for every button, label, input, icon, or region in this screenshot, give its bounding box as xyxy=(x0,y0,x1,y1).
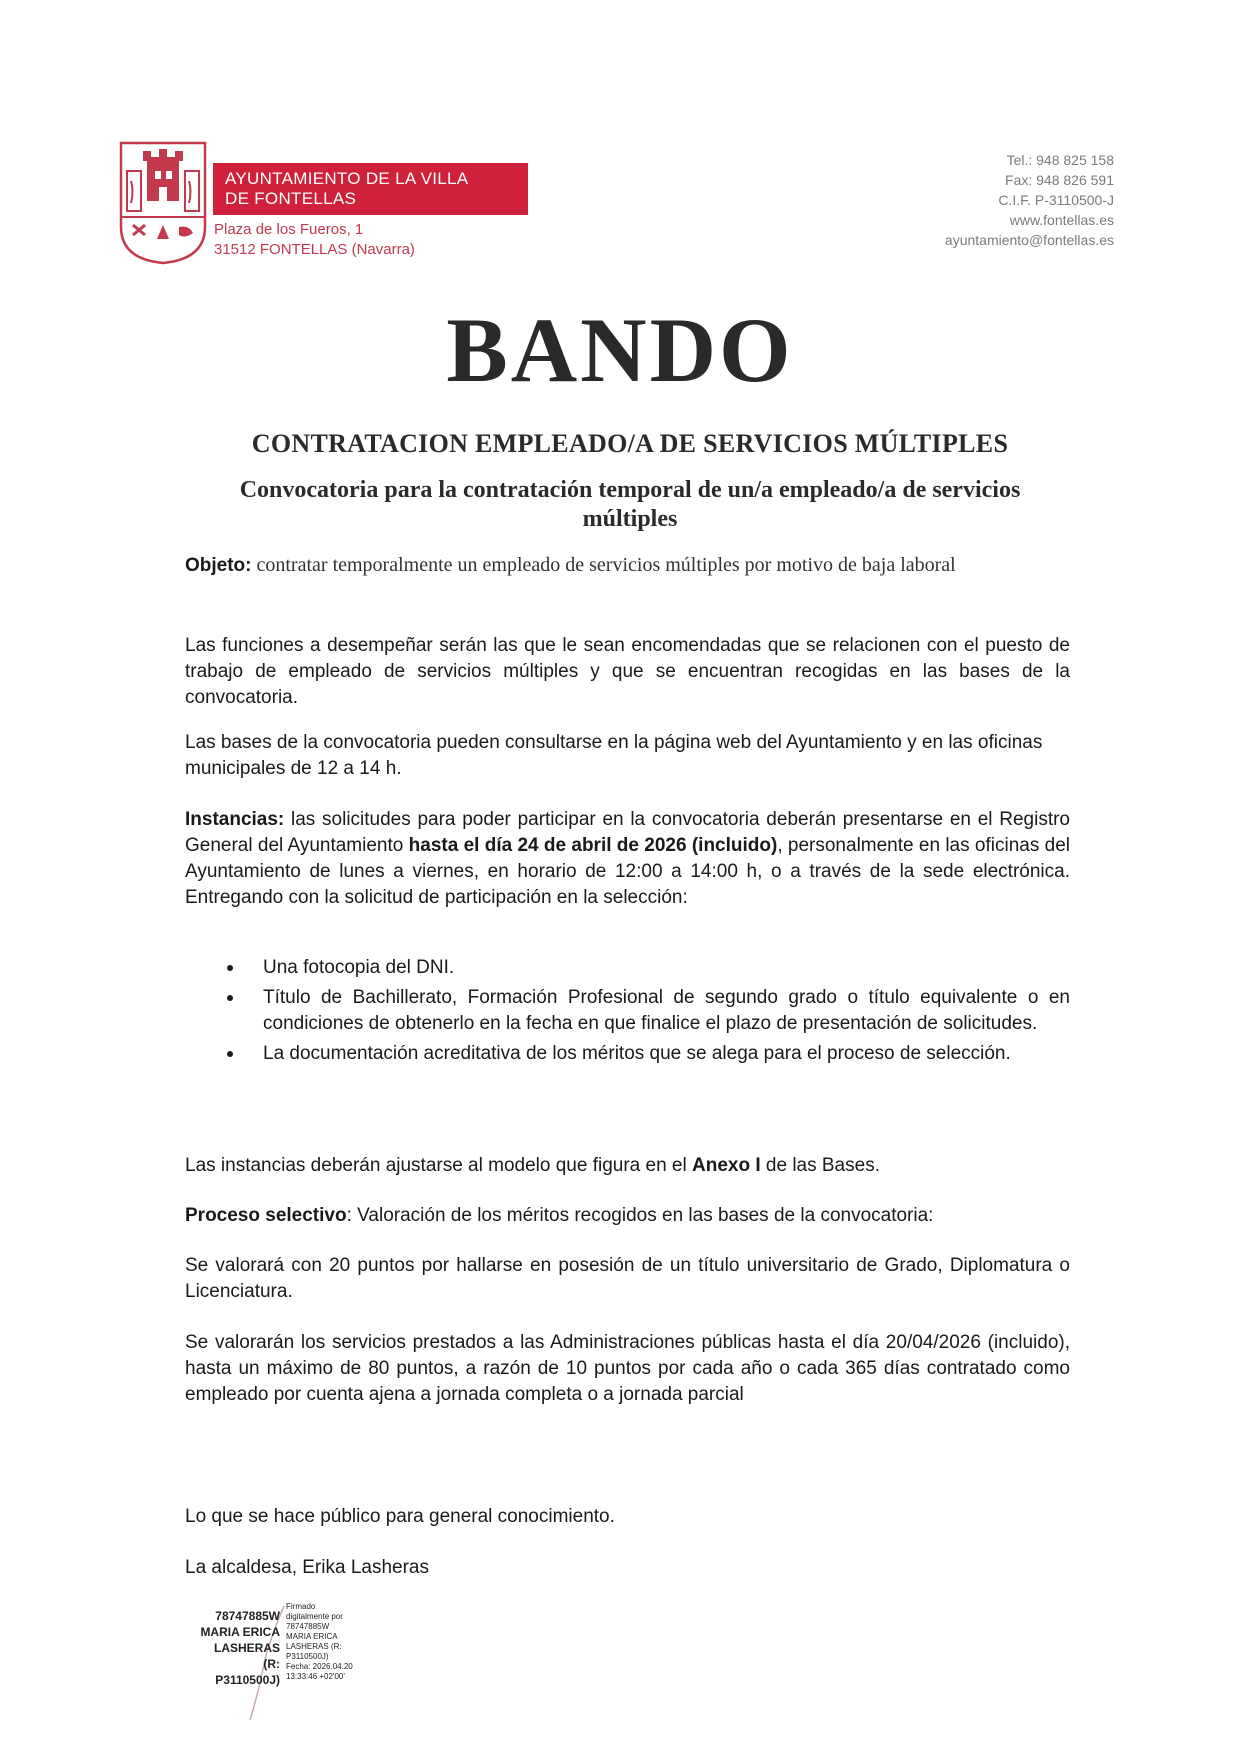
bullet-icon xyxy=(227,995,233,1001)
banner-line-1: AYUNTAMIENTO DE LA VILLA xyxy=(225,169,469,188)
website: www.fontellas.es xyxy=(1009,212,1114,228)
list-item xyxy=(185,1041,1070,1067)
funciones-paragraph: Las funciones a desempeñar serán las que le sean encomendadas que se relacionen con el puesto de trabajo de empleado de servicios múltiples y que se encuentran recogidas en las bases de la convocatoria. xyxy=(185,635,1070,708)
signature-details xyxy=(286,1602,353,1682)
signature-left-line: MARIA ERICA xyxy=(200,1625,280,1639)
proceso-text: : Valoración de los méritos recogidos en las bases de la convocatoria: xyxy=(346,1205,934,1226)
objeto-paragraph xyxy=(185,552,1070,579)
document-title: BANDO xyxy=(446,299,794,401)
signature-left-line: P3110500J) xyxy=(215,1673,280,1687)
instancias-text-1: las solicitudes para poder participar en la convocatoria deberán presentarse en el Registro General del Ayuntamiento xyxy=(185,809,1070,856)
institution-address xyxy=(214,220,415,260)
valoracion-1-paragraph: Se valorará con 20 puntos por hallarse en posesión de un título universitario de Grado, Diplomatura o Licenciatura. xyxy=(185,1255,1070,1302)
signature-right-line: MARIA ERICA xyxy=(286,1632,338,1641)
instancias-paragraph xyxy=(185,807,1070,911)
signature-right-line: Fecha: 2026.04.20 xyxy=(286,1662,353,1671)
firma-text: La alcaldesa, Erika Lasheras xyxy=(185,1557,429,1578)
anexo-bold: Anexo I xyxy=(692,1155,761,1176)
bullet-icon xyxy=(227,1051,233,1057)
signature-signer xyxy=(192,1608,280,1688)
bullet-icon xyxy=(227,965,233,971)
digital-signature xyxy=(192,1602,367,1720)
castle-crest-icon xyxy=(119,141,207,265)
instancias-deadline: hasta el día 24 de abril de 2026 (incluido) xyxy=(408,835,778,856)
instancias-text-2: , personalmente en las oficinas del Ayuntamiento de lunes a viernes, en horario de 12:00 a 14:00 h, o a través de la sede electrónica. Entregando con la solicitud de participación en la selección: xyxy=(185,835,1070,908)
objeto-text: contratar temporalmente un empleado de servicios múltiples por motivo de baja laboral xyxy=(251,554,956,576)
valoracion-2-paragraph: Se valorarán los servicios prestados a las Administraciones públicas hasta el día 20/04/2026 (incluido), hasta un máximo de 80 puntos, a razón de 10 puntos por cada año o cada 365 días contratado como empleado por cuenta ajena a jornada completa o a jornada parcial xyxy=(185,1332,1070,1405)
publico-text: Lo que se hace público para general conocimiento. xyxy=(185,1506,615,1527)
anexo-text-2: de las Bases. xyxy=(760,1155,880,1176)
proceso-paragraph xyxy=(185,1203,1070,1229)
requisito-text: La documentación acreditativa de los méritos que se alega para el proceso de selección. xyxy=(263,1043,1011,1064)
bases-paragraph: Las bases de la convocatoria pueden consultarse en la página web del Ayuntamiento y en las oficinas municipales de 12 a 14 h. xyxy=(185,732,1043,779)
requisitos-list xyxy=(185,955,1070,1071)
banner-line-2: DE FONTELLAS xyxy=(225,189,357,208)
anexo-text-1: Las instancias deberán ajustarse al modelo que figura en el xyxy=(185,1155,692,1176)
signature-left-line: 78747885W xyxy=(215,1609,280,1623)
contact-block xyxy=(945,150,1114,250)
instancias-label: Instancias: xyxy=(185,809,285,830)
institution-banner xyxy=(213,163,528,215)
signature-right-line: 78747885W xyxy=(286,1622,330,1631)
objeto-label: Objeto: xyxy=(185,555,252,576)
requisito-text: Una fotocopia del DNI. xyxy=(263,957,455,978)
signature-right-line: 13:33:46 +02'00' xyxy=(286,1672,345,1681)
document-subtitle-2: Convocatoria para la contratación temporal de un/a empleado/a de servicios múltiples xyxy=(239,477,1021,532)
email: ayuntamiento@fontellas.es xyxy=(944,232,1114,248)
phone: Tel.: 948 825 158 xyxy=(1006,152,1114,168)
cif: C.I.F. P-3110500-J xyxy=(998,192,1114,208)
signature-right-line: P3110500J) xyxy=(286,1652,329,1661)
signature-right-line: LASHERAS (R: xyxy=(286,1642,342,1651)
fax: Fax: 948 826 591 xyxy=(1005,172,1114,188)
proceso-label: Proceso selectivo xyxy=(185,1205,347,1226)
list-item xyxy=(185,985,1070,1037)
signature-left-line: LASHERAS xyxy=(213,1641,280,1655)
signature-right-line: digitalmente por xyxy=(286,1612,343,1621)
list-item xyxy=(185,955,1070,981)
address-line-1: Plaza de los Fueros, 1 xyxy=(214,221,364,238)
document-subtitle: CONTRATACION EMPLEADO/A DE SERVICIOS MÚLTIPLES xyxy=(251,429,1009,458)
signature-right-line: Firmado xyxy=(286,1602,316,1611)
requisito-text: Título de Bachillerato, Formación Profesional de segundo grado o título equivalente o en condiciones de obtenerlo en la fecha en que finalice el plazo de presentación de solicitudes. xyxy=(263,987,1070,1034)
address-line-2: 31512 FONTELLAS (Navarra) xyxy=(214,241,415,258)
signature-left-line: (R: xyxy=(263,1657,280,1671)
anexo-paragraph xyxy=(185,1153,1070,1179)
